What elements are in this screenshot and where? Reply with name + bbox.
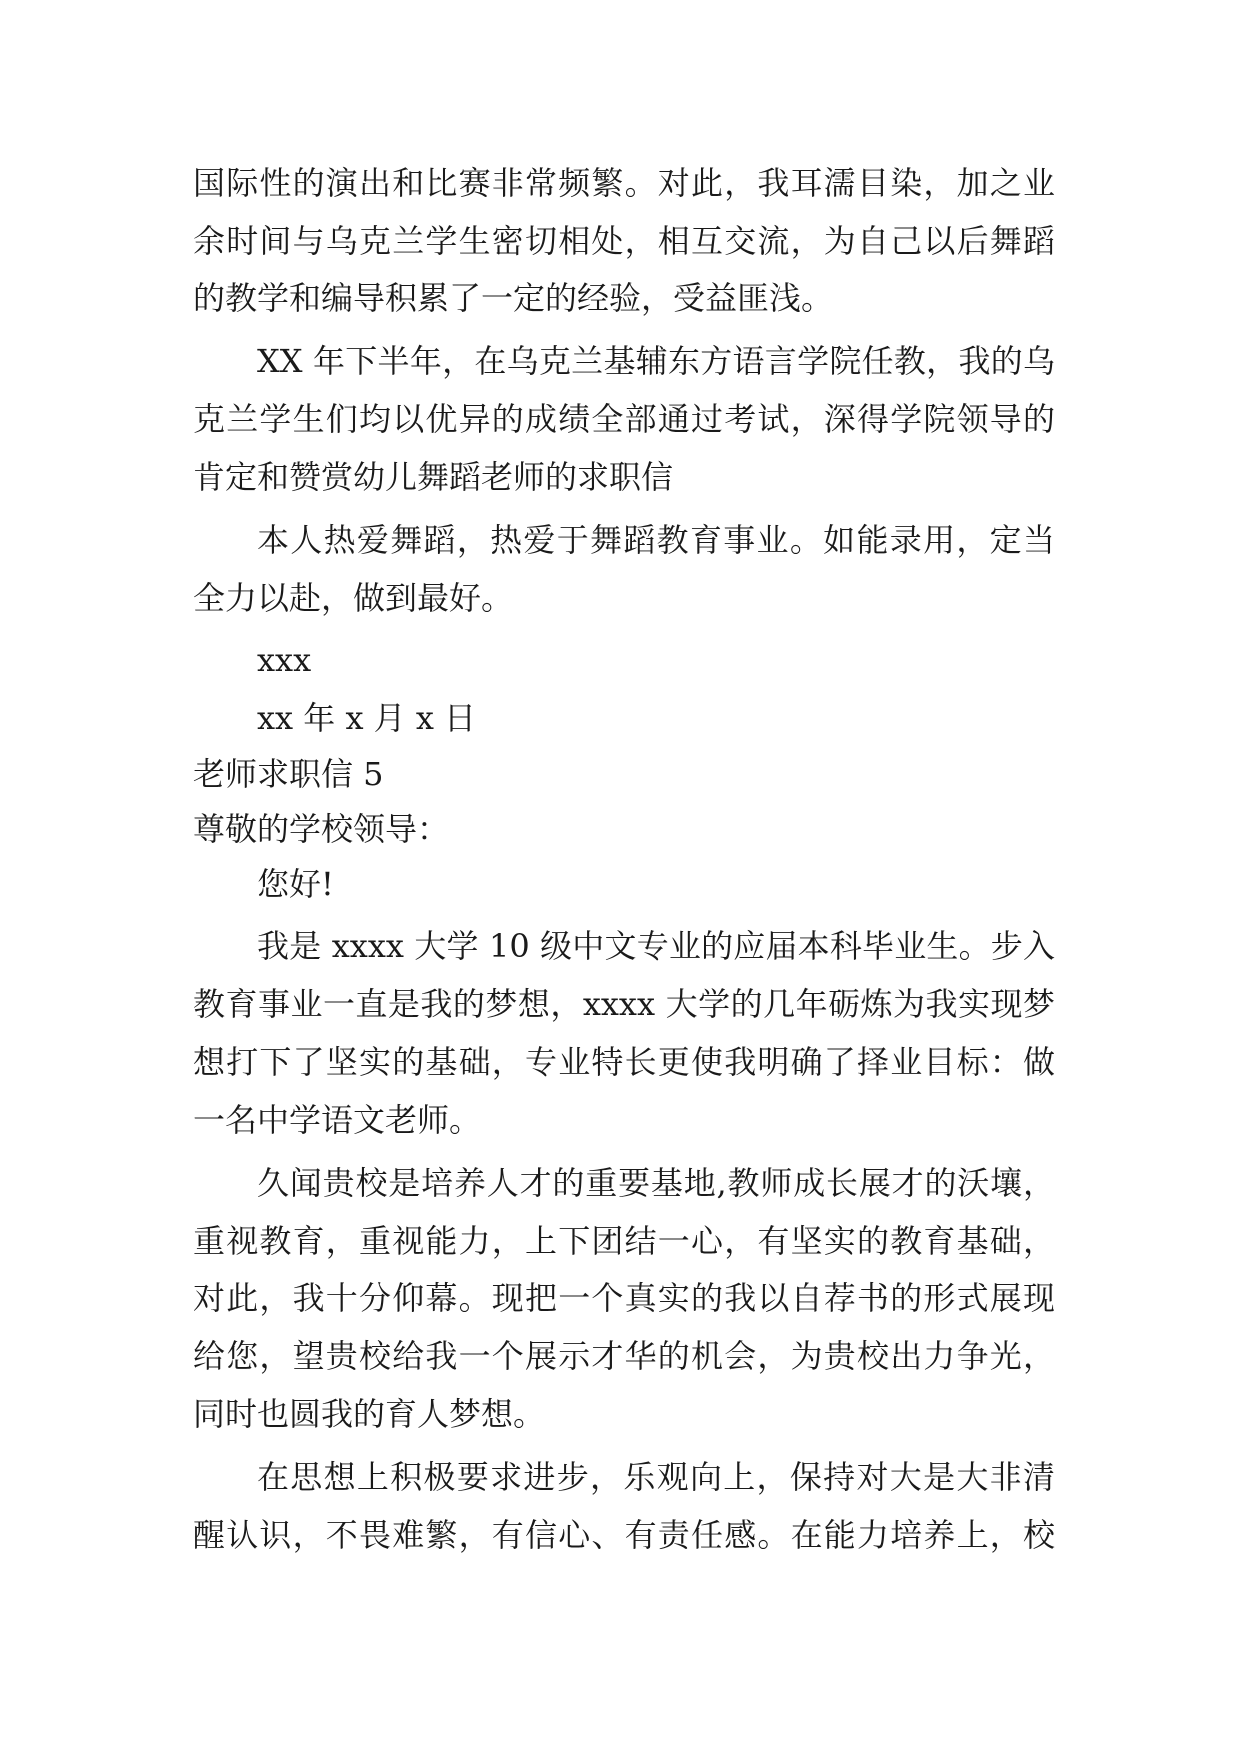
- paragraph-line: 久闻贵校是培养人才的重要基地,教师成长展才的沃壤，: [257, 1164, 1055, 1202]
- signature-date: xx 年 x 月 x 日: [257, 699, 477, 737]
- paragraph-line: 克兰学生们均以优异的成绩全部通过考试，深得学院领导的: [193, 400, 1055, 438]
- paragraph-line: 在思想上积极要求进步，乐观向上，保持对大是大非清: [257, 1458, 1055, 1496]
- signature-name: xxx: [257, 641, 312, 679]
- paragraph-line: 醒认识，不畏难繁，有信心、有责任感。在能力培养上，校: [193, 1516, 1055, 1554]
- paragraph-line: 余时间与乌克兰学生密切相处，相互交流，为自己以后舞蹈: [193, 222, 1055, 260]
- paragraph-line: 教育事业一直是我的梦想，xxxx 大学的几年砺炼为我实现梦: [193, 985, 1055, 1023]
- paragraph-line: 肯定和赞赏幼儿舞蹈老师的求职信: [193, 458, 674, 496]
- salutation: 尊敬的学校领导：: [193, 810, 450, 848]
- paragraph-line: 本人热爱舞蹈，热爱于舞蹈教育事业。如能录用，定当: [257, 521, 1055, 559]
- paragraph-line: 国际性的演出和比赛非常频繁。对此，我耳濡目染，加之业: [193, 164, 1055, 202]
- letter-title: 老师求职信 5: [193, 755, 384, 793]
- paragraph-line: 对此，我十分仰幕。现把一个真实的我以自荐书的形式展现: [193, 1279, 1055, 1317]
- paragraph-line: 给您，望贵校给我一个展示才华的机会，为贵校出力争光，: [193, 1337, 1055, 1375]
- paragraph-line: XX 年下半年，在乌克兰基辅东方语言学院任教，我的乌: [257, 342, 1055, 380]
- paragraph-line: 我是 xxxx 大学 10 级中文专业的应届本科毕业生。步入: [257, 927, 1055, 965]
- paragraph-line: 全力以赴，做到最好。: [193, 579, 514, 617]
- paragraph-line: 想打下了坚实的基础，专业特长更使我明确了择业目标：做: [193, 1043, 1055, 1081]
- paragraph-line: 的教学和编导积累了一定的经验，受益匪浅。: [193, 279, 834, 317]
- paragraph-line: 重视教育，重视能力，上下团结一心，有坚实的教育基础，: [193, 1222, 1055, 1260]
- greeting: 您好!: [257, 865, 334, 903]
- paragraph-line: 一名中学语文老师。: [193, 1101, 482, 1139]
- paragraph-line: 同时也圆我的育人梦想。: [193, 1395, 546, 1433]
